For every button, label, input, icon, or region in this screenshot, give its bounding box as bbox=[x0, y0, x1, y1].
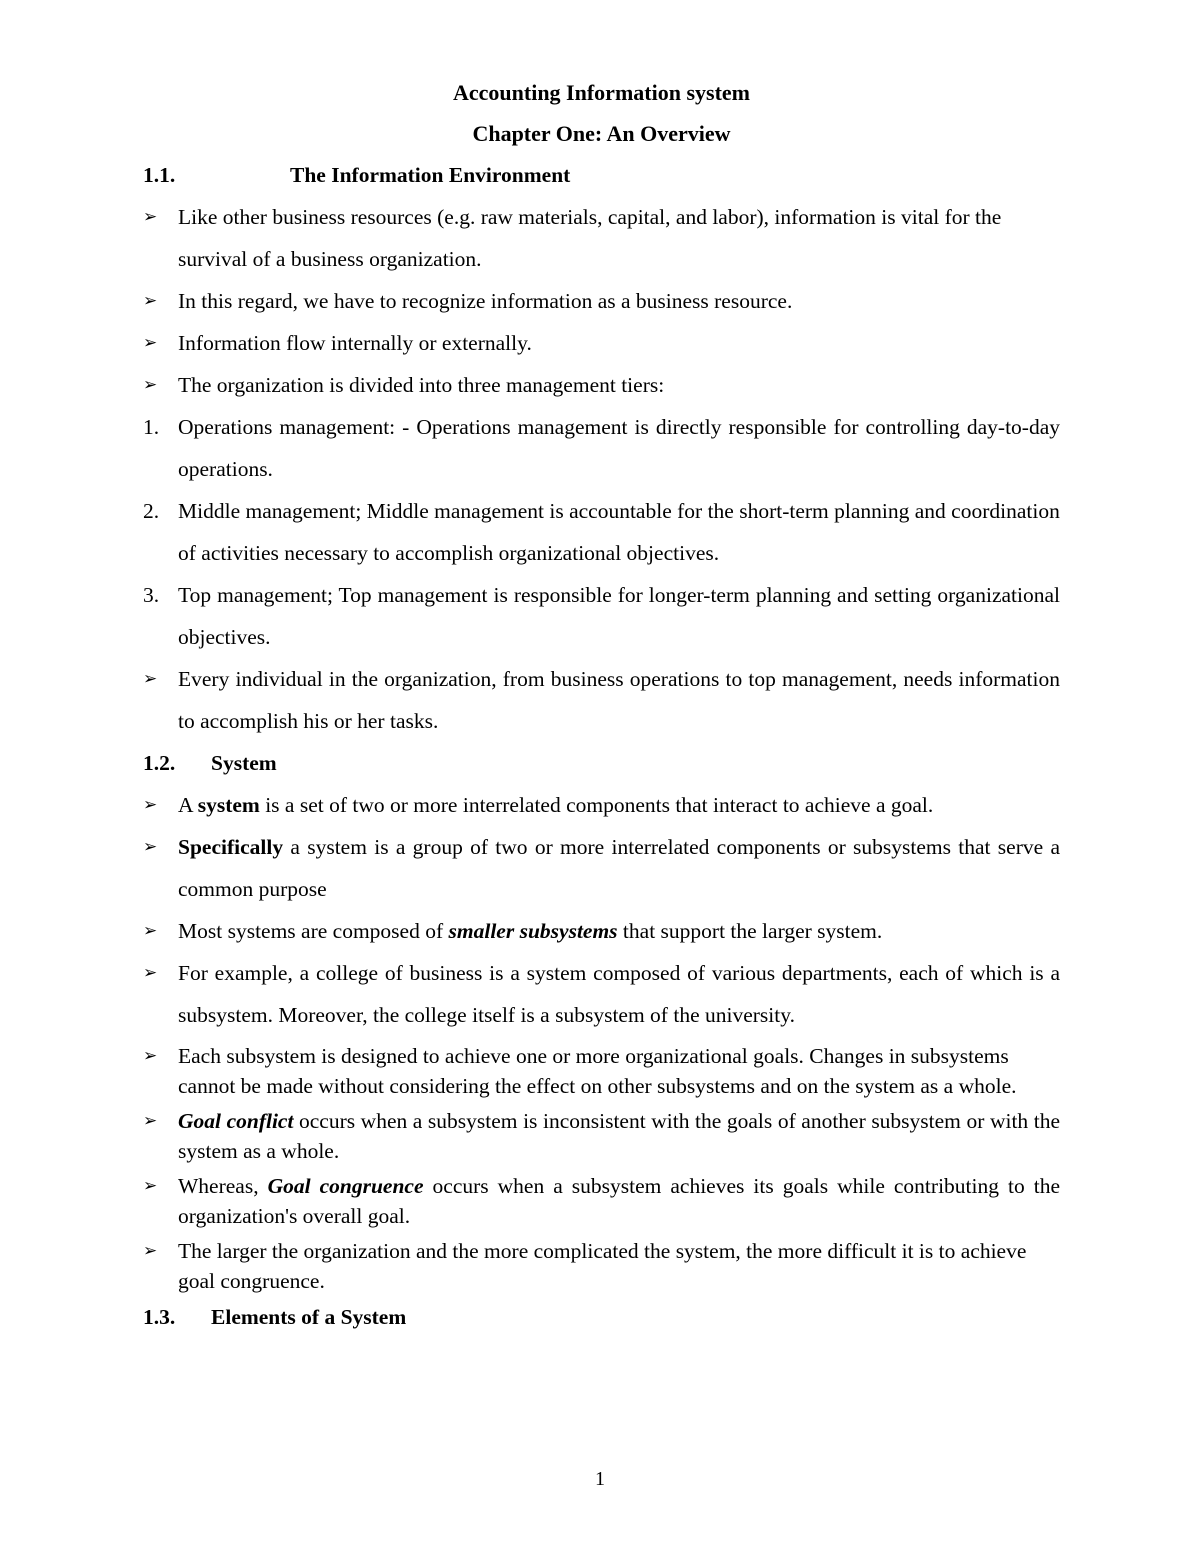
text-segment: Top management; Top management is responsible for longer-term planning and setting organizational objectives. bbox=[178, 583, 1060, 649]
item-text bbox=[178, 952, 1060, 1036]
section-heading bbox=[143, 1296, 1060, 1338]
bullet-item bbox=[143, 280, 1060, 322]
heading-text: System bbox=[211, 751, 277, 775]
bullet-item bbox=[143, 952, 1060, 1036]
bullet-marker-icon: ➢ bbox=[143, 795, 158, 814]
bullet-marker-icon: ➢ bbox=[143, 207, 158, 226]
item-text bbox=[178, 196, 1060, 280]
list-number: 2. bbox=[143, 499, 160, 523]
text-segment: occurs when a subsystem is inconsistent with the goals of another subsystem or with the system as a whole. bbox=[178, 1109, 1060, 1163]
heading-number: 1.2. bbox=[143, 751, 176, 775]
bullet-marker-icon: ➢ bbox=[143, 375, 158, 394]
text-segment: a system is a group of two or more interrelated components or subsystems that serve a common purpose bbox=[178, 835, 1060, 901]
section-heading bbox=[143, 742, 1060, 784]
item-text bbox=[178, 1106, 1060, 1166]
text-segment: Like other business resources (e.g. raw materials, capital, and labor), information is vital for the survival of a business organization. bbox=[178, 205, 1002, 271]
bullet-item bbox=[143, 364, 1060, 406]
bullet-item bbox=[143, 910, 1060, 952]
text-segment: Every individual in the organization, from business operations to top management, needs information to accomplish his or her tasks. bbox=[178, 667, 1060, 733]
item-text bbox=[178, 364, 1060, 406]
bullet-item bbox=[143, 658, 1060, 742]
bullet-item bbox=[143, 826, 1060, 910]
bullet-marker-icon: ➢ bbox=[143, 1111, 158, 1130]
text-segment: Each subsystem is designed to achieve one or more organizational goals. Changes in subsystems cannot be made without considering the effect on other subsystems and on the system as a whole. bbox=[178, 1044, 1017, 1098]
item-text bbox=[178, 574, 1060, 658]
bullet-marker-icon: ➢ bbox=[143, 921, 158, 940]
text-segment: Information flow internally or externally. bbox=[178, 331, 532, 355]
item-text bbox=[178, 658, 1060, 742]
item-text bbox=[178, 322, 1060, 364]
item-text bbox=[178, 280, 1060, 322]
item-text bbox=[178, 1171, 1060, 1231]
numbered-item bbox=[143, 406, 1060, 490]
bullet-item bbox=[143, 322, 1060, 364]
bullet-marker-icon: ➢ bbox=[143, 291, 158, 310]
heading-text: The Information Environment bbox=[290, 163, 571, 187]
text-segment: A bbox=[178, 793, 198, 817]
text-segment: Specifically bbox=[178, 835, 284, 859]
item-text bbox=[178, 1041, 1060, 1101]
item-text bbox=[178, 784, 1060, 826]
document-body bbox=[143, 154, 1060, 1338]
heading-number: 1.3. bbox=[143, 1305, 176, 1329]
section-heading bbox=[143, 154, 1060, 196]
text-segment: Goal conflict bbox=[178, 1109, 294, 1133]
bullet-marker-icon: ➢ bbox=[143, 963, 158, 982]
text-segment: system bbox=[197, 793, 260, 817]
numbered-item bbox=[143, 490, 1060, 574]
item-text bbox=[178, 406, 1060, 490]
text-segment: Most systems are composed of bbox=[178, 919, 449, 943]
text-segment: smaller subsystems bbox=[448, 919, 618, 943]
bullet-marker-icon: ➢ bbox=[143, 669, 158, 688]
item-text bbox=[178, 826, 1060, 910]
text-segment: The larger the organization and the more complicated the system, the more difficult it is to achieve goal congruence. bbox=[178, 1239, 1027, 1293]
bullet-marker-icon: ➢ bbox=[143, 837, 158, 856]
chapter-subtitle: Chapter One: An Overview bbox=[472, 121, 731, 146]
text-segment: Whereas, bbox=[178, 1174, 268, 1198]
text-segment: Operations management: - Operations management is directly responsible for controlling day-to-day operations. bbox=[178, 415, 1060, 481]
item-text bbox=[178, 910, 1060, 952]
bullet-item bbox=[143, 196, 1060, 280]
list-number: 3. bbox=[143, 583, 160, 607]
text-segment: Goal congruence bbox=[267, 1174, 424, 1198]
text-segment: In this regard, we have to recognize information as a business resource. bbox=[178, 289, 793, 313]
document-title: Accounting Information system bbox=[453, 80, 750, 105]
text-segment: For example, a college of business is a system composed of various departments, each of which is a subsystem. Moreover, the college itself is a subsystem of the university. bbox=[178, 961, 1060, 1027]
text-segment: Middle management; Middle management is accountable for the short-term planning and coordination of activities necessary to accomplish organizational objectives. bbox=[178, 499, 1060, 565]
text-segment: The organization is divided into three management tiers: bbox=[178, 373, 665, 397]
numbered-item bbox=[143, 574, 1060, 658]
bullet-item bbox=[143, 784, 1060, 826]
text-segment: that support the larger system. bbox=[617, 919, 883, 943]
heading-number: 1.1. bbox=[143, 163, 176, 187]
bullet-item bbox=[143, 1106, 1060, 1166]
bullet-item bbox=[143, 1236, 1060, 1296]
bullet-item bbox=[143, 1171, 1060, 1231]
page-number: 1 bbox=[595, 1468, 605, 1490]
item-text bbox=[178, 490, 1060, 574]
bullet-marker-icon: ➢ bbox=[143, 333, 158, 352]
text-segment: occurs when a subsystem achieves its goals while contributing to the organization's overall goal. bbox=[178, 1174, 1060, 1228]
bullet-marker-icon: ➢ bbox=[143, 1046, 158, 1065]
item-text bbox=[178, 1236, 1060, 1296]
bullet-item bbox=[143, 1041, 1060, 1101]
heading-text: Elements of a System bbox=[211, 1305, 407, 1329]
bullet-marker-icon: ➢ bbox=[143, 1241, 158, 1260]
bullet-marker-icon: ➢ bbox=[143, 1176, 158, 1195]
text-segment: is a set of two or more interrelated components that interact to achieve a goal. bbox=[259, 793, 934, 817]
list-number: 1. bbox=[143, 415, 160, 439]
